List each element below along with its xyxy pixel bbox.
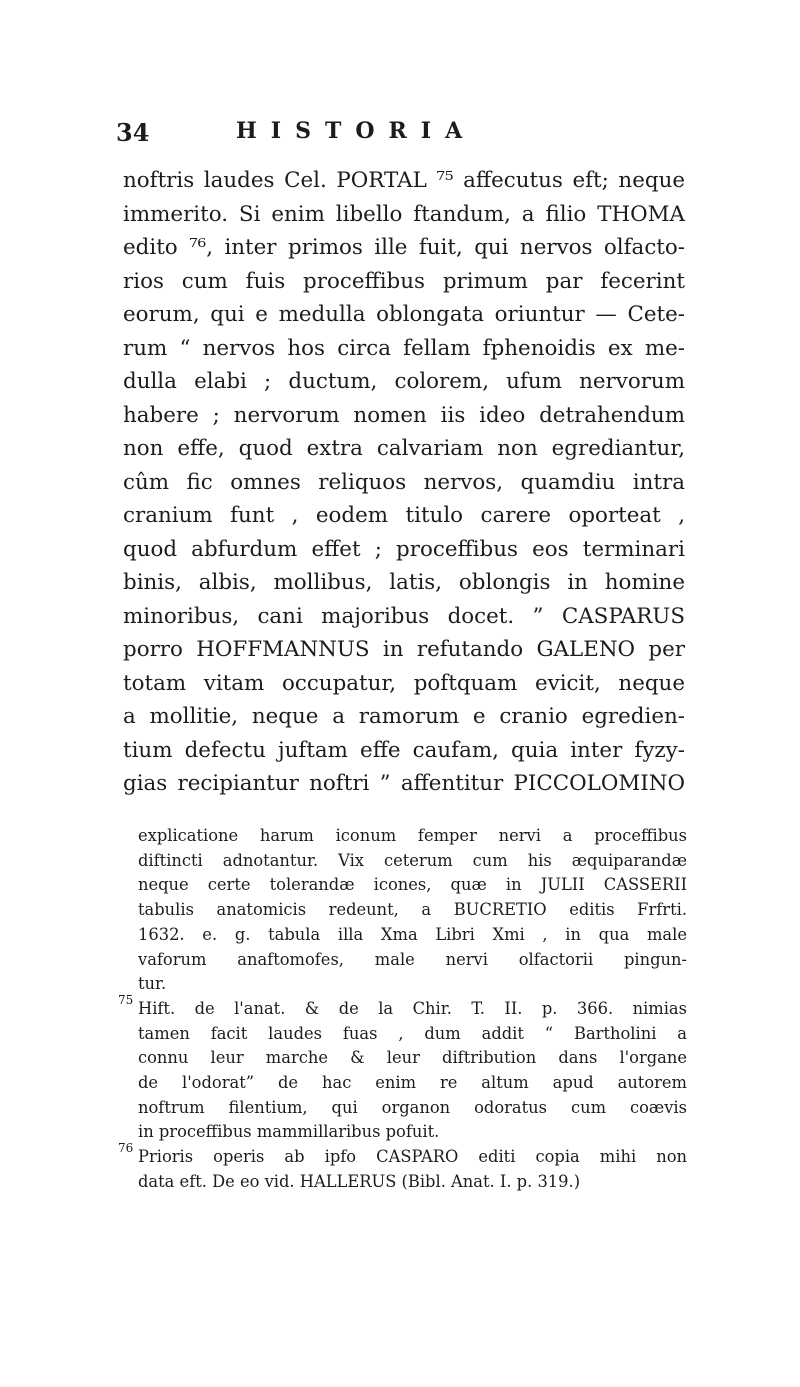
body-line: cûm fic omnes reliquos nervos, quamdiu intra — [123, 469, 685, 495]
body-line: binis, albis, mollibus, latis, oblongis in homine — [123, 570, 685, 595]
body-line: quod abfurdum effet ; proceffibus eos terminari — [123, 536, 685, 562]
footnote-line: Hift. de l'anat. & de la Chir. T. II. p. 366. nimias — [138, 998, 687, 1018]
body-line: habere ; nervorum nomen iis ideo detrahendum — [123, 402, 685, 428]
body-line: tium defectu juftam effe caufam, quia inter fyzy- — [123, 737, 685, 763]
body-line: non effe, quod extra calvariam non egrediantur, — [123, 436, 685, 461]
main-text — [123, 164, 685, 801]
body-line: porro HOFFMANNUS in refutando GALENO per — [123, 637, 685, 662]
note-continuation-line: explicatione harum iconum femper nervi a proceffibus — [138, 826, 687, 845]
body-line: gias recipiantur noftri ” affentitur PICCOLOMINO — [123, 771, 685, 796]
page-header — [116, 118, 676, 152]
body-line: totam vitam occupatur, poftquam evicit, neque — [123, 670, 685, 696]
footnote-line: tamen facit laudes fuas , dum addit “ Bartholini a — [138, 1023, 687, 1043]
note-continuation-line: 1632. e. g. tabula illa Xma Libri Xmi , in qua male — [138, 924, 687, 944]
body-line: immerito. Si enim libello ftandum, a filio THOMA — [123, 201, 685, 227]
note-continuation-line: diftincti adnotantur. Vix ceterum cum his æquiparandæ — [138, 850, 687, 870]
footnotes — [118, 824, 687, 1195]
body-line: noftris laudes Cel. PORTAL ⁷⁵ affecutus eft; neque — [123, 168, 685, 193]
footnote-line: Prioris operis ab ipfo CASPARO editi copia mihi non — [138, 1147, 687, 1167]
body-line: a mollitie, neque a ramorum e cranio egredien- — [123, 704, 685, 729]
footnote-line: in proceffibus mammillaribus pofuit. — [138, 1122, 440, 1142]
footnote-line: de l'odorat” de hac enim re altum apud autorem — [138, 1073, 687, 1093]
body-line: edito ⁷⁶, inter primos ille fuit, qui nervos olfacto- — [123, 235, 685, 260]
note-continuation-line: vaforum anaftomofes, male nervi olfactorii pingun- — [138, 949, 687, 969]
body-line: cranium funt , eodem titulo carere oporteat , — [123, 503, 685, 528]
footnote-75 — [118, 992, 687, 1145]
body-line: rios cum fuis proceffibus primum par fecerint — [123, 268, 685, 294]
note-continuation-line: neque certe tolerandæ icones, quæ in JULII CASSERII — [138, 875, 687, 895]
body-line: minoribus, cani majoribus docet. ” CASPARUS — [123, 603, 685, 629]
note-continuation-line: tur. — [138, 974, 167, 994]
footnote-mark: 75 — [118, 992, 134, 1007]
body-line: rum “ nervos hos circa fellam fphenoidis ex me- — [123, 335, 685, 361]
note-continuation-line: tabulis anatomicis redeunt, a BUCRETIO editis Frfrti. — [138, 900, 687, 920]
page-number: 34 — [116, 118, 150, 147]
running-head: HISTORIA — [236, 118, 477, 144]
footnote-mark: 76 — [118, 1141, 134, 1156]
footnote-line: data eft. De eo vid. HALLERUS (Bibl. Anat. I. p. 319.) — [138, 1171, 581, 1191]
footnote-line: connu leur marche & leur diftribution dans l'organe — [138, 1048, 687, 1068]
body-line: eorum, qui e medulla oblongata oriuntur — Cete- — [123, 302, 685, 327]
footnote-76 — [118, 1141, 687, 1194]
body-line: dulla elabi ; ductum, colorem, ufum nervorum — [123, 369, 685, 394]
footnote-line: noftrum filentium, qui organon odoratus cum coævis — [138, 1097, 687, 1117]
